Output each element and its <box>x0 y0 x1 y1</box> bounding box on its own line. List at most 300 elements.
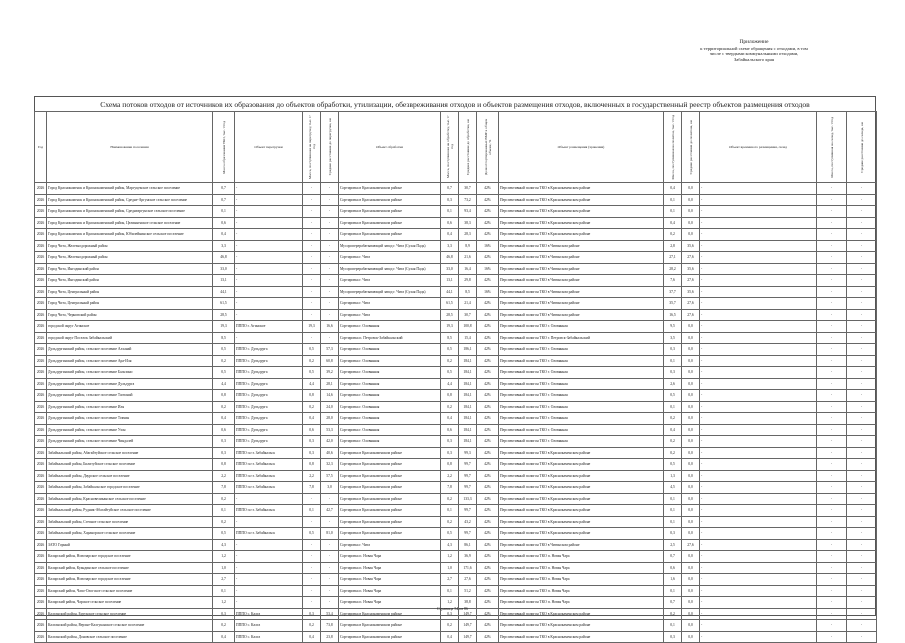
cell-landfill-mass: 3,5 <box>664 332 682 344</box>
cell-storage-distance: - <box>847 574 877 586</box>
cell-storage-object: - <box>700 482 817 494</box>
cell-year: 2026 <box>35 263 47 275</box>
cell-year: 2026 <box>35 194 47 206</box>
cell-processing-distance: 73,2 <box>459 194 477 206</box>
table-row <box>35 217 877 229</box>
cell-recyclables-share: 42% <box>477 378 499 390</box>
header-year: Год <box>35 112 47 183</box>
cell-storage-mass: - <box>817 562 847 574</box>
cell-transfer-distance: 60,8 <box>321 355 339 367</box>
cell-transfer-mass: 0,6 <box>303 424 321 436</box>
cell-settlement: Каларский район, Новочарское городское поселение <box>47 551 213 563</box>
header-storage-object: Объект временного размещения, склад <box>700 112 817 183</box>
cell-storage-mass: - <box>817 240 847 252</box>
cell-year: 2026 <box>35 447 47 459</box>
cell-recyclables-share: 42% <box>477 344 499 356</box>
cell-settlement: Калганский район, Доновское сельское поселение <box>47 631 213 643</box>
cell-transfer-mass: 0,3 <box>303 447 321 459</box>
cell-year: 2026 <box>35 574 47 586</box>
cell-processing-distance: 28,3 <box>459 229 477 241</box>
cell-processing-distance: 184,1 <box>459 355 477 367</box>
cell-storage-distance: - <box>847 390 877 402</box>
header-transfer-mass: Масса, поступившая на перегрузку, тыс. т/год <box>303 112 321 183</box>
cell-recyclables-share: 42% <box>477 631 499 643</box>
cell-transfer-distance: - <box>321 252 339 264</box>
cell-mass-generated: 0,1 <box>213 505 235 517</box>
cell-transfer-distance: 53,4 <box>321 608 339 620</box>
cell-processing-distance: 16,4 <box>459 263 477 275</box>
cell-storage-mass: - <box>817 286 847 298</box>
waste-flow-table <box>34 111 877 643</box>
cell-processing-object: Сортировка в Краснокаменском районе <box>339 447 441 459</box>
cell-landfill-mass: 0,1 <box>664 516 682 528</box>
cell-recyclables-share: 42% <box>477 206 499 218</box>
cell-recyclables-share: 42% <box>477 620 499 632</box>
cell-recyclables-share: 42% <box>477 355 499 367</box>
cell-processing-distance: 99,3 <box>459 447 477 459</box>
cell-landfill-distance: 35,6 <box>682 263 700 275</box>
cell-settlement: Дульдургинский район, сельское поселение Таптанай <box>47 390 213 402</box>
cell-storage-distance: - <box>847 470 877 482</box>
table-row <box>35 263 877 275</box>
cell-processing-object: Сортировка в Краснокаменском районе <box>339 516 441 528</box>
table-row <box>35 470 877 482</box>
cell-storage-object: - <box>700 620 817 632</box>
cell-transfer-distance: 28,1 <box>321 378 339 390</box>
cell-storage-object: - <box>700 459 817 471</box>
cell-settlement: Город Краснокаменск и Краснокаменский район, Средне-Аргунское сельское поселение <box>47 194 213 206</box>
cell-year: 2026 <box>35 424 47 436</box>
cell-storage-mass: - <box>817 447 847 459</box>
cell-storage-mass: - <box>817 597 847 609</box>
cell-transfer-distance: 32,3 <box>321 459 339 471</box>
appendix-line-1: Приложение <box>739 39 769 45</box>
cell-storage-distance: - <box>847 229 877 241</box>
cell-disposal-object: Перспективный полигон ТКО п. Новая Чара <box>499 551 664 563</box>
cell-disposal-object: Перспективный полигон ТКО в Читинском районе <box>499 263 664 275</box>
cell-disposal-object: Перспективный полигон ТКО г. Оловянная <box>499 344 664 356</box>
cell-recyclables-share: 42% <box>477 493 499 505</box>
cell-transfer-distance: - <box>321 562 339 574</box>
table-row <box>35 539 877 551</box>
cell-transfer-distance: 57,5 <box>321 470 339 482</box>
cell-storage-object: - <box>700 275 817 287</box>
cell-transfer-distance: - <box>321 217 339 229</box>
cell-storage-mass: - <box>817 378 847 390</box>
cell-year: 2026 <box>35 378 47 390</box>
cell-landfill-mass: 0,5 <box>664 459 682 471</box>
cell-disposal-object: Перспективный полигон ТКО в Краснокаменском районе <box>499 447 664 459</box>
table-row <box>35 194 877 206</box>
cell-storage-mass: - <box>817 482 847 494</box>
cell-year: 2026 <box>35 413 47 425</box>
cell-transfer-distance: 16,6 <box>321 321 339 333</box>
cell-transfer-distance: - <box>321 309 339 321</box>
cell-processing-object: Сортировка в Краснокаменском районе <box>339 229 441 241</box>
cell-transfer-object: ПППО п.г.т. Забайкальск <box>235 459 303 471</box>
cell-settlement: Дульдургинский район, сельское поселение Ара-Иля <box>47 355 213 367</box>
table-row <box>35 401 877 413</box>
cell-landfill-mass: 0,1 <box>664 505 682 517</box>
cell-storage-object: - <box>700 298 817 310</box>
header-landfill-mass: Масса, поступившая на полигон, тыс. т/год <box>664 112 682 183</box>
cell-transfer-object: - <box>235 229 303 241</box>
table-row <box>35 298 877 310</box>
cell-processing-mass: 0,3 <box>441 436 459 448</box>
cell-storage-object: - <box>700 447 817 459</box>
cell-year: 2026 <box>35 597 47 609</box>
appendix-block <box>659 40 849 62</box>
cell-processing-distance: 99,7 <box>459 459 477 471</box>
cell-processing-distance: 171,6 <box>459 562 477 574</box>
cell-mass-generated: 0,2 <box>213 493 235 505</box>
cell-year: 2026 <box>35 252 47 264</box>
cell-storage-object: - <box>700 194 817 206</box>
cell-processing-object: Сортировка в Краснокаменском районе <box>339 217 441 229</box>
cell-settlement: Дульдургинский район, сельское поселение Алханай <box>47 344 213 356</box>
cell-transfer-distance: 24,0 <box>321 401 339 413</box>
cell-recyclables-share: 42% <box>477 528 499 540</box>
table-row <box>35 447 877 459</box>
cell-processing-distance: 8,9 <box>459 240 477 252</box>
cell-transfer-object: ПППО с. Дульдурга <box>235 413 303 425</box>
cell-landfill-distance: 0,0 <box>682 436 700 448</box>
cell-storage-distance: - <box>847 493 877 505</box>
cell-transfer-distance: - <box>321 332 339 344</box>
table-row <box>35 275 877 287</box>
cell-year: 2026 <box>35 608 47 620</box>
cell-processing-distance: 184,1 <box>459 401 477 413</box>
cell-recyclables-share: 42% <box>477 470 499 482</box>
cell-recyclables-share: 42% <box>477 298 499 310</box>
table-body <box>35 183 877 643</box>
cell-processing-object: Сортировка г. Оловянная <box>339 321 441 333</box>
cell-processing-object: Сортировка г. Оловянная <box>339 413 441 425</box>
cell-storage-mass: - <box>817 401 847 413</box>
cell-landfill-mass: 2,8 <box>664 240 682 252</box>
cell-year: 2026 <box>35 470 47 482</box>
cell-recyclables-share: 42% <box>477 608 499 620</box>
cell-processing-mass: 28,5 <box>441 309 459 321</box>
cell-disposal-object: Перспективный полигон ТКО в Краснокаменском районе <box>499 516 664 528</box>
cell-storage-distance: - <box>847 413 877 425</box>
cell-transfer-object: - <box>235 332 303 344</box>
cell-mass-generated: 0,3 <box>213 436 235 448</box>
header-settlement: Наименование поселения <box>47 112 213 183</box>
cell-processing-distance: 184,1 <box>459 436 477 448</box>
cell-processing-object: Сортировка г. Оловянная <box>339 424 441 436</box>
cell-settlement: Город Чита, Ингодинский район <box>47 263 213 275</box>
cell-landfill-distance: 0,0 <box>682 447 700 459</box>
cell-year: 2026 <box>35 459 47 471</box>
cell-storage-distance: - <box>847 482 877 494</box>
cell-processing-object: Сортировка в Краснокаменском районе <box>339 493 441 505</box>
cell-transfer-object: - <box>235 252 303 264</box>
cell-processing-distance: 38,8 <box>459 597 477 609</box>
cell-recyclables-share: 42% <box>477 252 499 264</box>
cell-settlement: Каларский район, Чапо-Ологское сельское поселение <box>47 585 213 597</box>
cell-storage-mass: - <box>817 574 847 586</box>
cell-storage-mass: - <box>817 424 847 436</box>
cell-landfill-distance: 0,0 <box>682 505 700 517</box>
cell-transfer-mass: 19,3 <box>303 321 321 333</box>
cell-settlement: Забайкальский район, Билитуйское сельское поселение <box>47 459 213 471</box>
cell-transfer-mass: - <box>303 229 321 241</box>
cell-processing-distance: 15,4 <box>459 332 477 344</box>
table-row <box>35 585 877 597</box>
cell-storage-distance: - <box>847 183 877 195</box>
cell-transfer-object: ПППО с. Дульдурга <box>235 390 303 402</box>
cell-mass-generated: 0,5 <box>213 528 235 540</box>
cell-processing-distance: 184,1 <box>459 367 477 379</box>
cell-processing-distance: 149,7 <box>459 620 477 632</box>
cell-storage-mass: - <box>817 528 847 540</box>
cell-landfill-distance: 27,6 <box>682 298 700 310</box>
cell-landfill-distance: 0,0 <box>682 516 700 528</box>
cell-disposal-object: Перспективный полигон ТКО в Краснокаменском районе <box>499 620 664 632</box>
cell-processing-mass: 0,7 <box>441 183 459 195</box>
cell-transfer-mass: - <box>303 217 321 229</box>
cell-transfer-distance: 23,8 <box>321 631 339 643</box>
cell-landfill-distance: 0,0 <box>682 229 700 241</box>
cell-mass-generated: 0,4 <box>213 229 235 241</box>
cell-landfill-mass: 0,4 <box>664 424 682 436</box>
cell-disposal-object: Перспективный полигон ТКО г. Оловянная <box>499 390 664 402</box>
cell-storage-distance: - <box>847 240 877 252</box>
cell-recyclables-share: 42% <box>477 505 499 517</box>
cell-storage-distance: - <box>847 447 877 459</box>
cell-storage-object: - <box>700 240 817 252</box>
cell-processing-distance: 38,3 <box>459 217 477 229</box>
cell-processing-distance: 184,1 <box>459 424 477 436</box>
cell-transfer-distance: - <box>321 551 339 563</box>
cell-mass-generated: 0,6 <box>213 217 235 229</box>
cell-mass-generated: 1,2 <box>213 597 235 609</box>
cell-storage-object: - <box>700 574 817 586</box>
cell-transfer-distance: - <box>321 194 339 206</box>
cell-recyclables-share: 42% <box>477 551 499 563</box>
cell-mass-generated: 0,5 <box>213 344 235 356</box>
cell-landfill-mass: 0,4 <box>664 217 682 229</box>
cell-recyclables-share: 42% <box>477 516 499 528</box>
cell-mass-generated: 0,8 <box>213 459 235 471</box>
cell-processing-mass: 19,3 <box>441 321 459 333</box>
cell-settlement: Дульдургинский район, сельское поселение Токчин <box>47 413 213 425</box>
header-transfer-distance: Среднее расстояние до перегрузки, км <box>321 112 339 183</box>
cell-processing-distance: 21,4 <box>459 298 477 310</box>
cell-settlement: Город Краснокаменск и Краснокаменский район, Юбилейнинское сельское поселение <box>47 229 213 241</box>
cell-landfill-mass: 0,1 <box>664 493 682 505</box>
cell-transfer-mass: 0,4 <box>303 413 321 425</box>
cell-storage-distance: - <box>847 367 877 379</box>
cell-storage-object: - <box>700 528 817 540</box>
cell-recyclables-share: 42% <box>477 390 499 402</box>
cell-disposal-object: Перспективный полигон ТКО п. Новая Чара <box>499 562 664 574</box>
cell-year: 2026 <box>35 620 47 632</box>
cell-storage-distance: - <box>847 597 877 609</box>
cell-landfill-distance: 0,0 <box>682 217 700 229</box>
cell-processing-mass: 0,2 <box>441 401 459 413</box>
cell-landfill-mass: 0,6 <box>664 562 682 574</box>
cell-landfill-mass: 0,1 <box>664 620 682 632</box>
cell-settlement: Дульдургинский район, сельское поселение Бальзино <box>47 367 213 379</box>
cell-processing-object: Сортировка г. Оловянная <box>339 355 441 367</box>
cell-settlement: Забайкальский район, Красновеликанское сельское поселение <box>47 493 213 505</box>
cell-disposal-object: Перспективный полигон ТКО в Краснокаменском районе <box>499 206 664 218</box>
cell-landfill-mass: 16,5 <box>664 309 682 321</box>
cell-mass-generated: 2,2 <box>213 470 235 482</box>
cell-storage-object: - <box>700 436 817 448</box>
cell-processing-mass: 0,5 <box>441 344 459 356</box>
cell-storage-mass: - <box>817 252 847 264</box>
cell-storage-mass: - <box>817 183 847 195</box>
cell-processing-object: Сортировка г. Оловянная <box>339 436 441 448</box>
cell-recyclables-share: 42% <box>477 597 499 609</box>
table-row <box>35 574 877 586</box>
cell-landfill-mass: 27,1 <box>664 252 682 264</box>
cell-year: 2026 <box>35 367 47 379</box>
table-row <box>35 206 877 218</box>
cell-storage-distance: - <box>847 608 877 620</box>
cell-processing-distance: 93,4 <box>459 206 477 218</box>
cell-landfill-mass: 0,1 <box>664 206 682 218</box>
cell-transfer-mass: 0,2 <box>303 355 321 367</box>
cell-processing-mass: 2,7 <box>441 574 459 586</box>
cell-mass-generated: 1,0 <box>213 562 235 574</box>
cell-transfer-distance: 28,0 <box>321 413 339 425</box>
cell-processing-mass: 0,4 <box>441 413 459 425</box>
cell-landfill-mass: 0,7 <box>664 597 682 609</box>
cell-settlement: Город Чита, Центральный район <box>47 298 213 310</box>
table-row <box>35 355 877 367</box>
cell-mass-generated: 0,4 <box>213 631 235 643</box>
cell-landfill-distance: 27,6 <box>682 309 700 321</box>
cell-mass-generated: 0,2 <box>213 516 235 528</box>
cell-storage-mass: - <box>817 367 847 379</box>
cell-disposal-object: Перспективный полигон ТКО г. Оловянная <box>499 321 664 333</box>
cell-processing-mass: 0,5 <box>441 528 459 540</box>
cell-transfer-object: ПППО с. Дульдурга <box>235 355 303 367</box>
cell-processing-object: Сортировка г. Оловянная <box>339 401 441 413</box>
cell-transfer-mass: - <box>303 309 321 321</box>
cell-settlement: ЗАТО Горный <box>47 539 213 551</box>
cell-transfer-mass: - <box>303 516 321 528</box>
cell-processing-object: Мусороперерабатывающий завод г. Чита (Сухая Падь) <box>339 240 441 252</box>
cell-settlement: Город Краснокаменск и Краснокаменский район, Среднеаргунское сельское поселение <box>47 206 213 218</box>
cell-year: 2026 <box>35 286 47 298</box>
cell-transfer-mass: 0,1 <box>303 505 321 517</box>
cell-transfer-object: - <box>235 516 303 528</box>
cell-processing-mass: 61,5 <box>441 298 459 310</box>
cell-recyclables-share: 42% <box>477 183 499 195</box>
cell-processing-object: Сортировка в Краснокаменском районе <box>339 183 441 195</box>
cell-processing-object: Сортировка в Краснокаменском районе <box>339 608 441 620</box>
cell-year: 2026 <box>35 321 47 333</box>
cell-processing-distance: 30,7 <box>459 183 477 195</box>
cell-storage-mass: - <box>817 539 847 551</box>
cell-processing-distance: 99,7 <box>459 505 477 517</box>
cell-processing-mass: 0,3 <box>441 608 459 620</box>
cell-mass-generated: 4,4 <box>213 378 235 390</box>
cell-transfer-distance: - <box>321 585 339 597</box>
cell-transfer-distance: - <box>321 229 339 241</box>
cell-processing-object: Сортировка г. Чита <box>339 275 441 287</box>
table-header-row <box>35 112 877 183</box>
cell-transfer-object: - <box>235 194 303 206</box>
cell-transfer-distance: 42,0 <box>321 436 339 448</box>
cell-recyclables-share: 42% <box>477 447 499 459</box>
cell-landfill-distance: 0,0 <box>682 585 700 597</box>
cell-year: 2026 <box>35 206 47 218</box>
cell-storage-object: - <box>700 206 817 218</box>
cell-settlement: городской округ Агинское <box>47 321 213 333</box>
cell-transfer-mass: - <box>303 275 321 287</box>
table-row <box>35 424 877 436</box>
cell-settlement: Забайкальский район, Абагайтуйское сельское поселение <box>47 447 213 459</box>
cell-landfill-distance: 0,0 <box>682 206 700 218</box>
cell-disposal-object: Перспективный полигон ТКО г. Петровск-Забайкальский <box>499 332 664 344</box>
table-row <box>35 344 877 356</box>
cell-storage-mass: - <box>817 459 847 471</box>
cell-landfill-mass: 0,4 <box>664 183 682 195</box>
cell-storage-object: - <box>700 263 817 275</box>
cell-transfer-mass: - <box>303 183 321 195</box>
cell-landfill-distance: 0,0 <box>682 608 700 620</box>
cell-transfer-distance: 40,6 <box>321 447 339 459</box>
table-row <box>35 413 877 425</box>
cell-storage-distance: - <box>847 252 877 264</box>
cell-processing-distance: 86,1 <box>459 539 477 551</box>
cell-storage-mass: - <box>817 620 847 632</box>
cell-processing-object: Сортировка г. Чита <box>339 298 441 310</box>
cell-settlement: Калганский район, Верхне-Калгуканское сельское поселение <box>47 620 213 632</box>
cell-storage-distance: - <box>847 539 877 551</box>
cell-processing-distance: 99,7 <box>459 482 477 494</box>
cell-mass-generated: 0,5 <box>213 367 235 379</box>
cell-storage-object: - <box>700 493 817 505</box>
cell-storage-object: - <box>700 217 817 229</box>
cell-recyclables-share: 42% <box>477 321 499 333</box>
cell-transfer-distance: - <box>321 275 339 287</box>
cell-storage-mass: - <box>817 309 847 321</box>
cell-transfer-mass: - <box>303 206 321 218</box>
cell-processing-mass: 1,2 <box>441 597 459 609</box>
cell-disposal-object: Перспективный полигон ТКО г. Оловянная <box>499 413 664 425</box>
cell-storage-distance: - <box>847 620 877 632</box>
cell-disposal-object: Перспективный полигон ТКО п. Новая Чара <box>499 597 664 609</box>
cell-processing-object: Сортировка в Краснокаменском районе <box>339 482 441 494</box>
cell-processing-object: Сортировка в Краснокаменском районе <box>339 194 441 206</box>
cell-processing-distance: 184,1 <box>459 390 477 402</box>
cell-mass-generated: 0,2 <box>213 620 235 632</box>
cell-landfill-distance: 0,0 <box>682 470 700 482</box>
cell-landfill-mass: 0,1 <box>664 401 682 413</box>
cell-processing-object: Сортировка г. Оловянная <box>339 378 441 390</box>
cell-landfill-distance: 0,0 <box>682 620 700 632</box>
cell-transfer-object: - <box>235 597 303 609</box>
cell-processing-mass: 0,5 <box>441 367 459 379</box>
cell-storage-distance: - <box>847 459 877 471</box>
cell-storage-mass: - <box>817 229 847 241</box>
cell-processing-distance: 149,7 <box>459 631 477 643</box>
cell-transfer-object: ПППО с. Дульдурга <box>235 424 303 436</box>
cell-transfer-object: - <box>235 183 303 195</box>
cell-storage-distance: - <box>847 217 877 229</box>
cell-transfer-mass: - <box>303 585 321 597</box>
cell-disposal-object: Перспективный полигон ТКО в Читинском районе <box>499 252 664 264</box>
cell-processing-mass: 0,1 <box>441 505 459 517</box>
cell-settlement: Забайкальский район, Даурское сельское поселение <box>47 470 213 482</box>
